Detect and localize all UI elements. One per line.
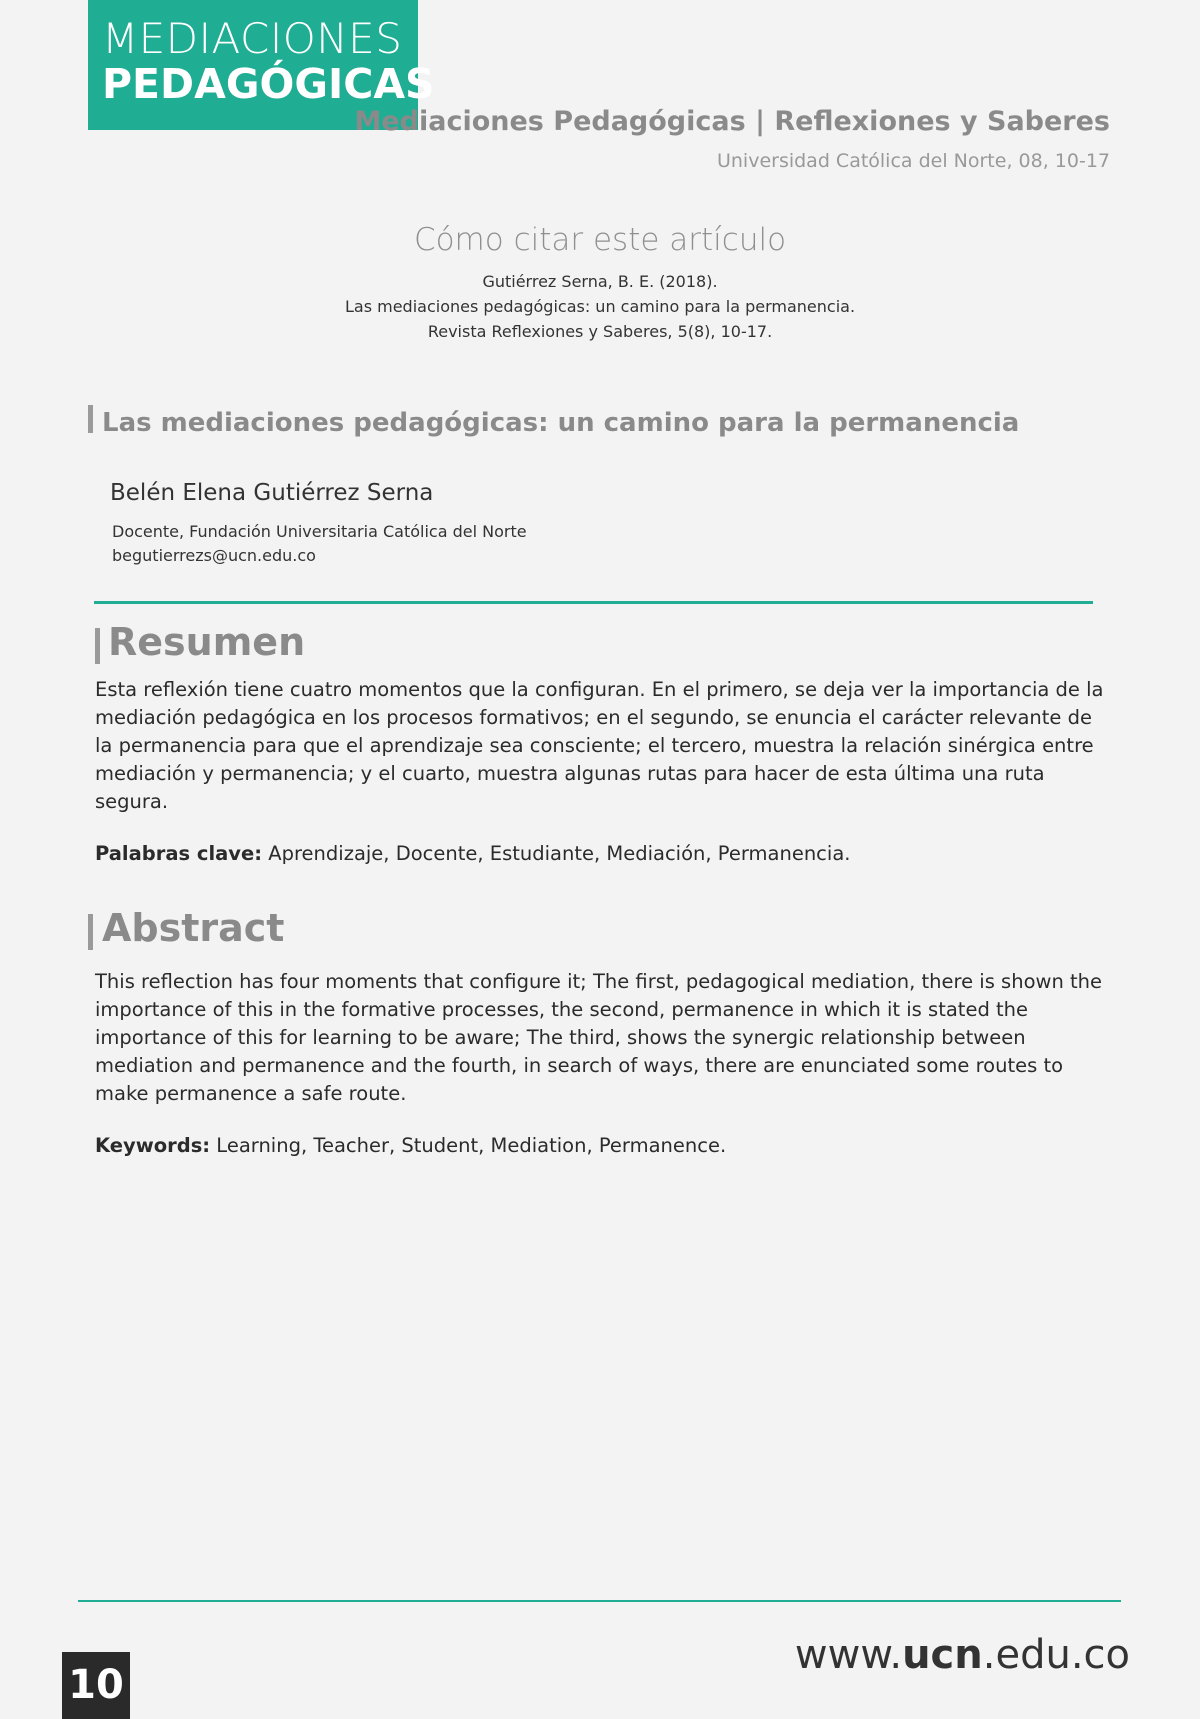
resumen-heading: Resumen — [108, 620, 306, 664]
resumen-keywords — [95, 842, 850, 865]
citation-line-3: Revista Reflexiones y Saberes, 5(8), 10-17. — [427, 322, 773, 341]
resumen-body: Esta reflexión tiene cuatro momentos que la configuran. En el primero, se deja ver la importancia de la mediación pedagógica en los procesos formativos; en el segundo, se enuncia el carácter relevante de la permanencia para que el aprendizaje sea consciente; el tercero, muestra la relación sinérgica entre mediación y permanencia; y el cuarto, muestra algunas rutas para hacer de esta última una ruta segura. — [95, 678, 1104, 813]
abstract-heading: Abstract — [102, 906, 285, 950]
url-bold: ucn — [902, 1632, 983, 1678]
url-suffix: .edu.co — [982, 1632, 1130, 1678]
page-number: 10 — [62, 1652, 130, 1719]
citation-line-1: Gutiérrez Serna, B. E. (2018). — [482, 272, 718, 291]
citation-line-2: Las mediaciones pedagógicas: un camino para la permanencia. — [344, 297, 856, 316]
logo-line-1: MEDIACIONES — [102, 14, 403, 63]
title-bar-mark — [88, 405, 93, 433]
author-name: Belén Elena Gutiérrez Serna — [110, 480, 434, 506]
abstract-bar-mark — [88, 914, 93, 950]
resumen-keywords-label: Palabras clave: — [95, 842, 263, 865]
abstract-body: This reflection has four moments that configure it; The first, pedagogical mediation, there is shown the importance of this in the formative processes, the second, permanence in which it is stated the importance of this for learning to be aware; The third, shows the synergic relationship between mediation and permanence and the fourth, in search of ways, there are enunciated some routes to make permanence a safe route. — [95, 970, 1103, 1105]
logo-line-2: PEDAGÓGICAS — [102, 60, 435, 108]
website-link[interactable] — [795, 1632, 1130, 1678]
university-line: Universidad Católica del Norte, 08, 10-17 — [716, 150, 1110, 172]
resumen-keywords-list: Aprendizaje, Docente, Estudiante, Mediación, Permanencia. — [262, 842, 851, 865]
url-prefix: www. — [794, 1632, 903, 1678]
citation-heading: Cómo citar este artículo — [413, 222, 787, 258]
abstract-keywords — [95, 1134, 726, 1157]
footer-divider — [78, 1600, 1121, 1602]
article-title: Las mediaciones pedagógicas: un camino para la permanencia — [102, 408, 1020, 438]
abstract-keywords-list: Learning, Teacher, Student, Mediation, Permanence. — [210, 1134, 727, 1157]
author-email: begutierrezs@ucn.edu.co — [112, 546, 316, 565]
journal-title: Mediaciones Pedagógicas | Reflexiones y Saberes — [354, 106, 1110, 137]
author-affiliation: Docente, Fundación Universitaria Católica del Norte — [112, 522, 527, 541]
resumen-bar-mark — [95, 628, 100, 664]
abstract-keywords-label: Keywords: — [95, 1134, 211, 1157]
section-divider — [94, 601, 1093, 604]
